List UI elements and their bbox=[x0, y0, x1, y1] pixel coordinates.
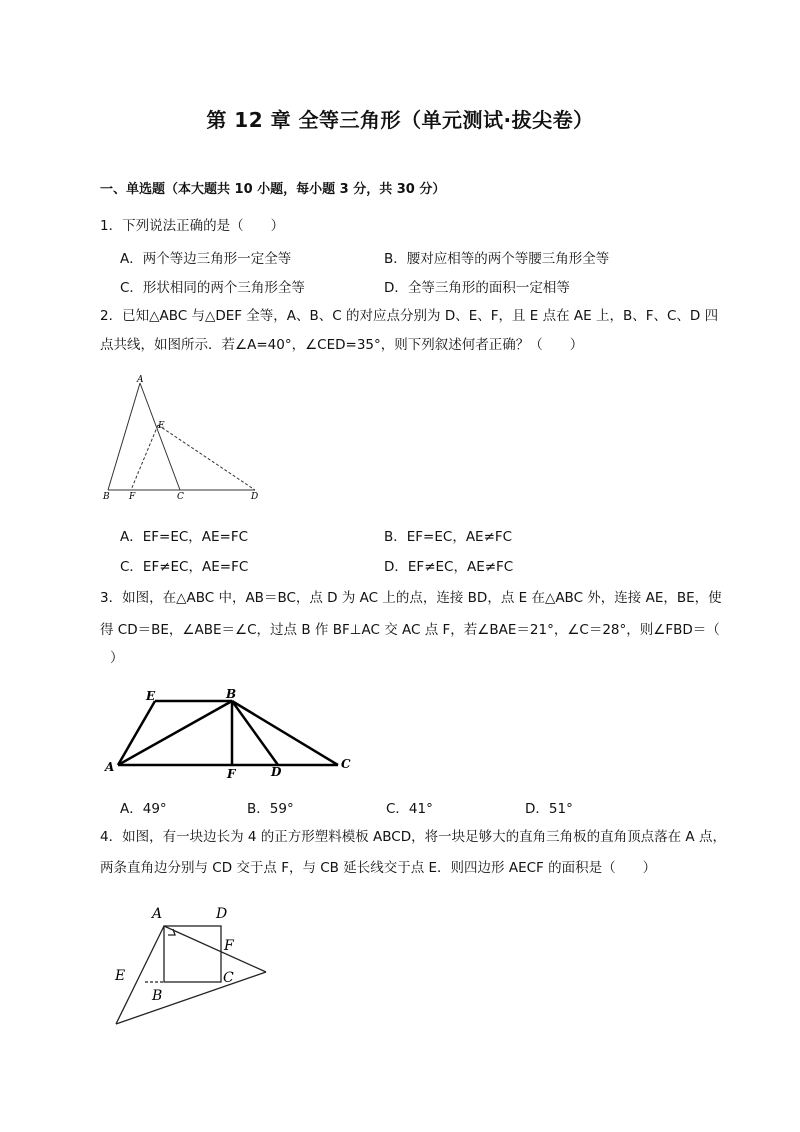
q3-option-b: B．59° bbox=[247, 801, 294, 817]
q3-label-f: F bbox=[227, 767, 236, 780]
q3-label-d: D bbox=[271, 765, 282, 779]
q3-option-d: D．51° bbox=[525, 801, 573, 817]
question-2-stem-line-2: 点共线，如图所示．若∠A=40°，∠CED=35°，则下列叙述何者正确？（ ） bbox=[100, 337, 584, 353]
question-3-stem-line-2: 得 CD＝BE，∠ABE＝∠C，过点 B 作 BF⊥AC 交 AC 点 F，若∠BAE＝21°，∠C＝28°，则∠FBD＝（ bbox=[100, 622, 720, 638]
q4-label-d: D bbox=[216, 906, 228, 922]
q1-option-b: B．腰对应相等的两个等腰三角形全等 bbox=[384, 251, 610, 267]
question-1-stem: 1．下列说法正确的是（ ） bbox=[100, 218, 285, 234]
q2-label-c: C bbox=[177, 492, 184, 502]
q2-label-e: E bbox=[158, 421, 165, 431]
q3-label-c: C bbox=[341, 757, 351, 771]
q1-option-c: C．形状相同的两个三角形全等 bbox=[120, 280, 305, 296]
q3-label-e: E bbox=[146, 689, 156, 703]
q2-label-a: A bbox=[137, 375, 144, 385]
q4-label-e: E bbox=[115, 968, 126, 984]
q4-figure bbox=[105, 895, 275, 1030]
q3-label-b: B bbox=[226, 687, 237, 701]
q3-figure bbox=[100, 680, 360, 780]
q4-label-c: C bbox=[223, 970, 234, 986]
page-title: 第 12 章 全等三角形（单元测试·拔尖卷） bbox=[206, 108, 594, 132]
q4-label-b: B bbox=[152, 988, 163, 1004]
question-4-stem-line-1: 4．如图，有一块边长为 4 的正方形塑料模板 ABCD，将一块足够大的直角三角板的直角顶点落在 A 点， bbox=[100, 829, 726, 845]
q2-label-d: D bbox=[251, 492, 259, 502]
question-3-stem-line-3: ） bbox=[110, 650, 124, 666]
q1-option-a: A．两个等边三角形一定全等 bbox=[120, 251, 292, 267]
q2-option-d: D．EF≠EC，AE≠FC bbox=[384, 559, 514, 575]
q3-option-c: C．41° bbox=[386, 801, 433, 817]
q2-label-f: F bbox=[129, 492, 136, 502]
question-4-stem-line-2: 两条直角边分别与 CD 交于点 F，与 CB 延长线交于点 E．则四边形 AECF 的面积是（ ） bbox=[100, 860, 657, 876]
q1-option-d: D．全等三角形的面积一定相等 bbox=[384, 280, 570, 296]
q2-option-c: C．EF≠EC，AE=FC bbox=[120, 559, 249, 575]
q3-label-a: A bbox=[105, 760, 115, 774]
q4-label-f: F bbox=[224, 938, 234, 954]
section-heading: 一、单选题（本大题共 10 小题，每小题 3 分，共 30 分） bbox=[100, 182, 446, 197]
question-3-stem-line-1: 3．如图，在△ABC 中，AB＝BC，点 D 为 AC 上的点，连接 BD，点 E 在△ABC 外，连接 AE，BE，使 bbox=[100, 590, 722, 606]
question-2-stem-line-1: 2．已知△ABC 与△DEF 全等，A、B、C 的对应点分别为 D、E、F，且 E 点在 AE 上，B、F、C、D 四 bbox=[100, 308, 719, 324]
q2-label-b: B bbox=[103, 492, 110, 502]
q4-label-a: A bbox=[152, 906, 163, 922]
q2-option-a: A．EF=EC，AE=FC bbox=[120, 529, 249, 545]
q2-figure bbox=[95, 372, 270, 507]
q2-option-b: B．EF=EC，AE≠FC bbox=[384, 529, 513, 545]
q3-option-a: A．49° bbox=[120, 801, 167, 817]
